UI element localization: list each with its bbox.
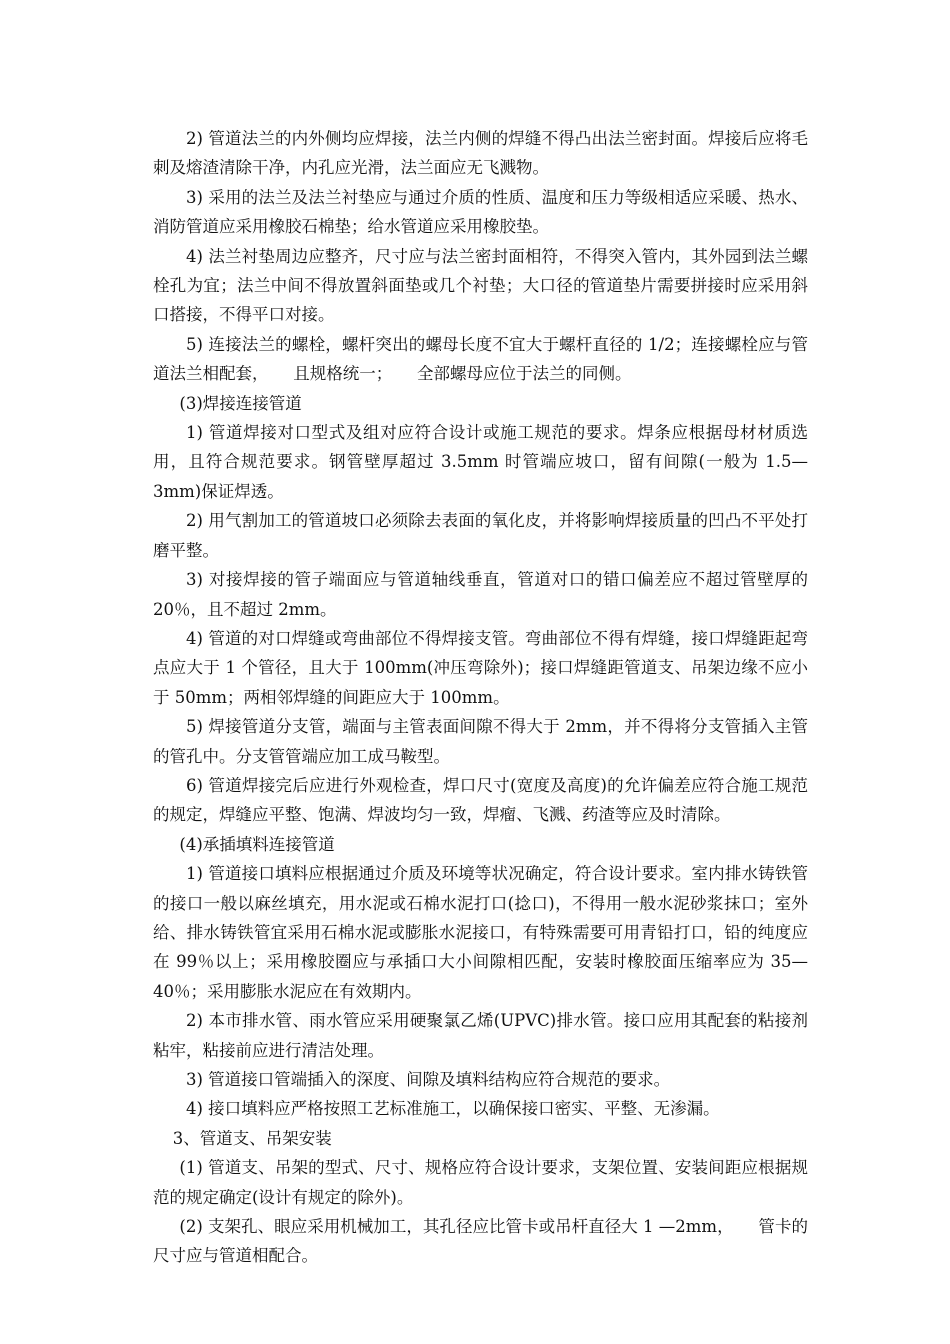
paragraph-flange-welding: 2) 管道法兰的内外侧均应焊接，法兰内侧的焊缝不得凸出法兰密封面。焊接后应将毛刺及熔渣清除干净，内孔应光滑，法兰面应无飞溅物。: [153, 129, 808, 178]
paragraph-weld-joint-type: 1) 管道焊接对口型式及组对应符合设计或施工规范的要求。焊条应根据母材材质选用，且符合规范要求。钢管壁厚超过 3.5mm 时管端应坡口，留有间隙(一般为 1.5—3mm)保证焊透。: [153, 423, 808, 501]
paragraph-flange-gasket-material: 3) 采用的法兰及法兰衬垫应与通过介质的性质、温度和压力等级相适应采暖、热水、消防管道应采用橡胶石棉垫；给水管道应采用橡胶垫。: [153, 187, 808, 237]
paragraph-gas-cut-bevel: 2) 用气割加工的管道坡口必须除去表面的氧化皮，并将影响焊接质量的凹凸不平处打磨平整。: [153, 511, 808, 560]
paragraph-branch-pipe: 5) 焊接管道分支管，端面与主管表面间隙不得大于 2mm，并不得将分支管插入主管的管孔中。分支管管端应加工成马鞍型。: [153, 717, 808, 766]
document-body: [153, 124, 808, 1271]
paragraph-weld-inspection: 6) 管道焊接完后应进行外观检查，焊口尺寸(宽度及高度)的允许偏差应符合施工规范的规定，焊缝应平整、饱满、焊波均匀一致，焊瘤、飞溅、药渣等应及时清除。: [153, 775, 808, 825]
paragraph-joint-filler: 1) 管道接口填料应根据通过介质及环境等状况确定，符合设计要求。室内排水铸铁管的接口一般以麻丝填充，用水泥或石棉水泥打口(捻口)，不得用一般水泥砂浆抹口；室外给、排水铸铁管宜采用石棉水泥或膨胀水泥接口，有特殊需要可用青铅打口，铅的纯度应在 99％以上；采用橡胶圈应与承插口大小间隙相匹配，安装时橡胶面压缩率应为 35—40％；采用膨胀水泥应在有效期内。: [153, 864, 808, 1001]
paragraph-upvc-drain: 2) 本市排水管、雨水管应采用硬聚氯乙烯(UPVC)排水管。接口应用其配套的粘接剂粘牢，粘接前应进行清洁处理。: [153, 1011, 808, 1060]
paragraph-insert-depth: 3) 管道接口管端插入的深度、间隙及填料结构应符合规范的要求。: [186, 1070, 671, 1089]
paragraph-support-type: (1) 管道支、吊架的型式、尺寸、规格应符合设计要求，支架位置、安装间距应根据规范的规定确定(设计有规定的除外)。: [153, 1158, 808, 1207]
paragraph-flange-gasket-edge: 4) 法兰衬垫周边应整齐，尺寸应与法兰密封面相符，不得突入管内，其外园到法兰螺栓孔为宜；法兰中间不得放置斜面垫或几个衬垫；大口径的管道垫片需要拼接时应采用斜口搭接，不得平口对接。: [153, 246, 808, 325]
section-heading-socket-joint: (4)承插填料连接管道: [179, 834, 335, 854]
paragraph-branch-weld-position: 4) 管道的对口焊缝或弯曲部位不得焊接支管。弯曲部位不得有焊缝，接口焊缝距起弯点应大于 1 个管径，且大于 100mm(冲压弯除外)；接口焊缝距管道支、吊架边缘不应小于 50mm；两相邻焊缝的间距应大于 100mm。: [153, 628, 808, 707]
paragraph-flange-bolts: 5) 连接法兰的螺栓，螺杆突出的螺母长度不宜大于螺杆直径的 1/2；连接螺栓应与管道法兰相配套， 且规格统一； 全部螺母应位于法兰的同侧。: [153, 334, 808, 384]
section-heading-supports: 3、管道支、吊架安装: [172, 1128, 332, 1148]
section-heading-welded-pipes: (3)焊接连接管道: [179, 393, 302, 413]
paragraph-filler-process: 4) 接口填料应严格按照工艺标准施工，以确保接口密实、平整、无渗漏。: [186, 1099, 720, 1119]
paragraph-support-holes: (2) 支架孔、眼应采用机械加工，其孔径应比管卡或吊杆直径大 1 —2mm， 管卡的尺寸应与管道相配合。: [153, 1217, 808, 1266]
paragraph-butt-weld-alignment: 3) 对接焊接的管子端面应与管道轴线垂直，管道对口的错口偏差应不超过管壁厚的 20％，且不超过 2mm。: [153, 570, 808, 619]
